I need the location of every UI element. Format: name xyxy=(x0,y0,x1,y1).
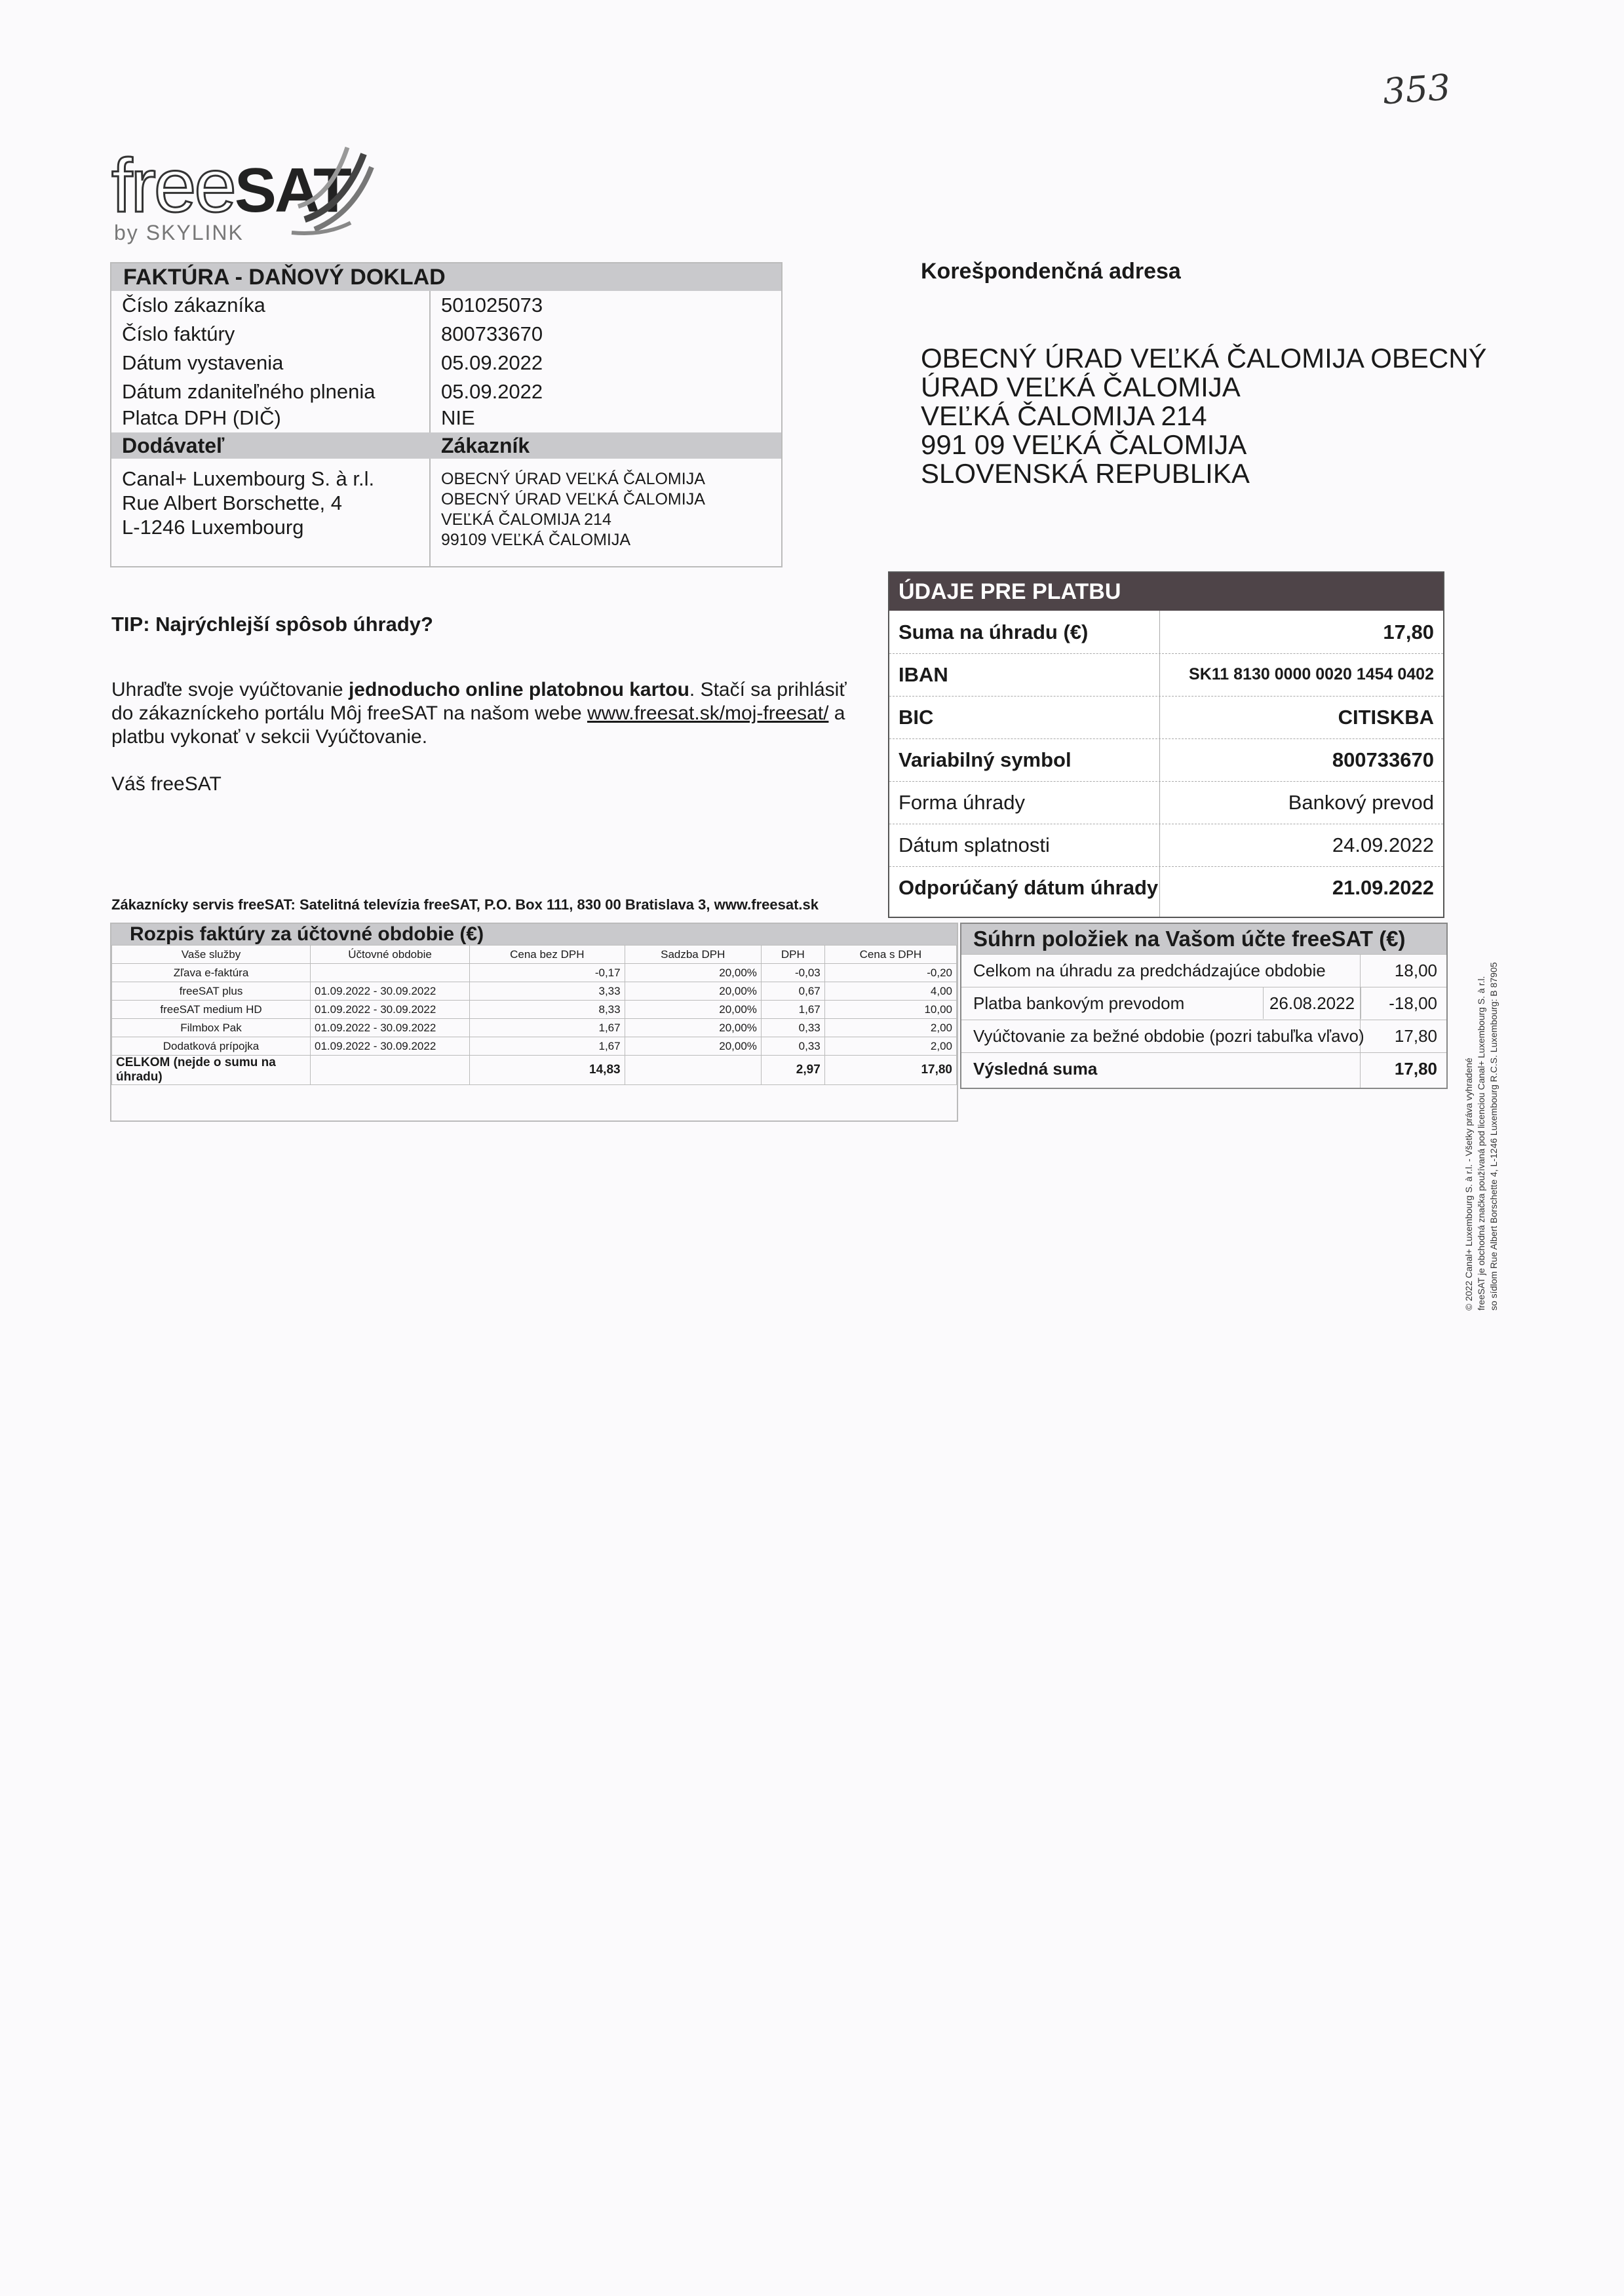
address-line: 991 09 VEĽKÁ ČALOMIJA xyxy=(921,429,1247,460)
invoice-row-value: NIE xyxy=(441,406,475,429)
tip-signature: Váš freeSAT xyxy=(111,773,222,795)
invoice-row xyxy=(111,404,781,432)
summary-value: 18,00 xyxy=(1394,961,1437,980)
customer-service-line: Zákaznícky servis freeSAT: Satelitná televízia freeSAT, P.O. Box 111, 830 00 Bratislava 3, www.freesat.sk xyxy=(111,896,819,913)
tip-heading: TIP: Najrýchlejší spôsob úhrady? xyxy=(111,613,433,636)
payment-value: SK11 8130 0000 0020 1454 0402 xyxy=(1189,665,1434,683)
cell: CELKOM (nejde o sumu na úhradu) xyxy=(112,1056,311,1085)
payment-value: 24.09.2022 xyxy=(1332,833,1434,856)
invoice-row-label: Dátum vystavenia xyxy=(122,351,284,374)
freesat-logo xyxy=(111,143,374,246)
summary-title: Súhrn položiek na Vašom účte freeSAT (€) xyxy=(961,924,1446,954)
payment-label: Forma úhrady xyxy=(899,791,1025,814)
cell: -0,17 xyxy=(470,964,625,982)
logo-word-free: free xyxy=(111,143,235,228)
invoice-row xyxy=(111,291,781,320)
account-summary-box xyxy=(960,923,1448,1089)
cell: Dodatková prípojka xyxy=(112,1037,311,1056)
payment-value: Bankový prevod xyxy=(1288,791,1434,814)
tip-text: Uhraďte svoje vyúčtovanie xyxy=(111,679,349,700)
payment-row xyxy=(889,611,1443,654)
table-row xyxy=(112,982,957,1001)
summary-date: 26.08.2022 xyxy=(1263,987,1361,1019)
summary-row xyxy=(961,987,1446,1019)
summary-value: 17,80 xyxy=(1394,1026,1437,1046)
payment-value: 17,80 xyxy=(1383,621,1434,643)
logo-byline: by SKYLINK xyxy=(114,221,244,244)
table-row xyxy=(112,1037,957,1056)
cell: 10,00 xyxy=(824,1001,956,1019)
supplier-line: L-1246 Luxembourg xyxy=(122,516,304,539)
cell: freeSAT medium HD xyxy=(112,1001,311,1019)
customer-line: OBECNÝ ÚRAD VEĽKÁ ČALOMIJA xyxy=(441,490,705,508)
cell xyxy=(625,1056,761,1085)
payment-label: Dátum splatnosti xyxy=(899,833,1050,856)
invoice-row-value: 05.09.2022 xyxy=(441,380,543,403)
legal-notice-vertical xyxy=(1463,944,1500,1311)
cell: 1,67 xyxy=(470,1019,625,1037)
invoice-header-table xyxy=(110,262,783,567)
total-row xyxy=(112,1056,957,1085)
customer-line: 99109 VEĽKÁ ČALOMIJA xyxy=(441,531,631,549)
cell xyxy=(311,1056,470,1085)
invoice-row xyxy=(111,377,781,406)
supplier-line: Canal+ Luxembourg S. à r.l. xyxy=(122,467,375,490)
payment-label: Odporúčaný dátum úhrady xyxy=(899,876,1159,899)
cell: -0,20 xyxy=(824,964,956,982)
cell: 01.09.2022 - 30.09.2022 xyxy=(311,982,470,1001)
cell: 2,00 xyxy=(824,1037,956,1056)
cell: 20,00% xyxy=(625,982,761,1001)
summary-label: Výsledná suma xyxy=(973,1059,1098,1079)
breakdown-header-row xyxy=(112,946,957,964)
table-row xyxy=(112,1019,957,1037)
satellite-swirl-icon xyxy=(285,141,377,239)
payment-label: Suma na úhradu (€) xyxy=(899,621,1089,643)
payment-details-box xyxy=(888,571,1444,918)
supplier-label: Dodávateľ xyxy=(122,434,225,457)
summary-label: Celkom na úhradu za predchádzajúce obdobie xyxy=(973,961,1326,980)
cell: 0,33 xyxy=(761,1019,824,1037)
cell: 20,00% xyxy=(625,1001,761,1019)
col-header: Účtovné obdobie xyxy=(311,946,470,964)
invoice-row-label: Dátum zdaniteľného plnenia xyxy=(122,380,376,403)
cell: 2,97 xyxy=(761,1056,824,1085)
payment-value: CITISKBA xyxy=(1338,706,1434,729)
summary-row xyxy=(961,954,1446,986)
party-header-bar xyxy=(111,432,781,459)
cell: 17,80 xyxy=(824,1056,956,1085)
logo-word-sat: SAT xyxy=(234,155,350,225)
address-line: ÚRAD VEĽKÁ ČALOMIJA xyxy=(921,372,1241,402)
customer-line: OBECNÝ ÚRAD VEĽKÁ ČALOMIJA xyxy=(441,470,705,488)
customer-label: Zákazník xyxy=(441,434,530,457)
col-header: Vaše služby xyxy=(112,946,311,964)
cell: 01.09.2022 - 30.09.2022 xyxy=(311,1001,470,1019)
portal-link[interactable]: www.freesat.sk/moj-freesat/ xyxy=(587,702,829,724)
summary-label: Platba bankovým prevodom xyxy=(973,993,1185,1013)
col-header: Cena bez DPH xyxy=(470,946,625,964)
invoice-row-label: Číslo faktúry xyxy=(122,322,235,345)
payment-row xyxy=(889,738,1443,782)
payment-label: IBAN xyxy=(899,663,948,686)
tip-text: . Stačí sa prihlásiť do zákazníckeho portálu Môj freeSAT na našom webe xyxy=(111,679,847,724)
cell: 01.09.2022 - 30.09.2022 xyxy=(311,1037,470,1056)
payment-row xyxy=(889,696,1443,739)
correspondence-label: Korešpondenčná adresa xyxy=(921,259,1181,284)
summary-value: -18,00 xyxy=(1389,993,1437,1013)
cell: 0,67 xyxy=(761,982,824,1001)
summary-row xyxy=(961,1020,1446,1052)
invoice-row-label: Platca DPH (DIČ) xyxy=(122,406,281,429)
cell: freeSAT plus xyxy=(112,982,311,1001)
cell: -0,03 xyxy=(761,964,824,982)
table-row xyxy=(112,1001,957,1019)
cell: Filmbox Pak xyxy=(112,1019,311,1037)
cell: 2,00 xyxy=(824,1019,956,1037)
payment-row xyxy=(889,824,1443,867)
address-line: OBECNÝ ÚRAD VEĽKÁ ČALOMIJA OBECNÝ xyxy=(921,343,1487,373)
cell: 8,33 xyxy=(470,1001,625,1019)
cell: Zľava e-faktúra xyxy=(112,964,311,982)
handwritten-page-number: 353 xyxy=(1381,66,1452,113)
cell: 20,00% xyxy=(625,1037,761,1056)
customer-line: VEĽKÁ ČALOMIJA 214 xyxy=(441,510,611,529)
invoice-row-value: 501025073 xyxy=(441,294,543,316)
address-line: SLOVENSKÁ REPUBLIKA xyxy=(921,458,1250,489)
address-line: VEĽKÁ ČALOMIJA 214 xyxy=(921,400,1207,431)
payment-row xyxy=(889,866,1443,909)
cell: 1,67 xyxy=(761,1001,824,1019)
invoice-row-value: 05.09.2022 xyxy=(441,351,543,374)
invoice-breakdown-table xyxy=(110,923,958,1122)
payment-title: ÚDAJE PRE PLATBU xyxy=(889,573,1443,611)
supplier-line: Rue Albert Borschette, 4 xyxy=(122,491,343,514)
cell: 0,33 xyxy=(761,1037,824,1056)
cell: 01.09.2022 - 30.09.2022 xyxy=(311,1019,470,1037)
cell: 20,00% xyxy=(625,964,761,982)
tip-text-bold: jednoducho online platobnou kartou xyxy=(348,679,689,700)
tip-text: a platbu vykonať v sekcii Vyúčtovanie. xyxy=(111,702,845,748)
payment-row xyxy=(889,781,1443,824)
summary-value: 17,80 xyxy=(1394,1059,1437,1079)
invoice-row-label: Číslo zákazníka xyxy=(122,294,265,316)
correspondence-address xyxy=(921,344,1487,488)
payment-value: 800733670 xyxy=(1332,748,1434,771)
col-header: Sadzba DPH xyxy=(625,946,761,964)
summary-row xyxy=(961,1052,1446,1084)
col-header: DPH xyxy=(761,946,824,964)
invoice-row xyxy=(111,349,781,377)
legal-line: © 2022 Canal+ Luxembourg S. à r.l. - Všetky práva vyhradené xyxy=(1463,1058,1474,1311)
payment-label: BIC xyxy=(899,706,934,729)
tip-paragraph xyxy=(111,678,859,749)
invoice-row xyxy=(111,320,781,349)
table-row xyxy=(112,964,957,982)
cell: 20,00% xyxy=(625,1019,761,1037)
payment-row xyxy=(889,653,1443,697)
col-header: Cena s DPH xyxy=(824,946,956,964)
cell: 14,83 xyxy=(470,1056,625,1085)
supplier-address xyxy=(122,467,374,539)
invoice-row-value: 800733670 xyxy=(441,322,543,345)
payment-value: 21.09.2022 xyxy=(1332,876,1434,899)
cell: 1,67 xyxy=(470,1037,625,1056)
breakdown-title: Rozpis faktúry za účtovné obdobie (€) xyxy=(111,924,957,945)
legal-line: freeSAT je obchodná značka používaná pod licenciou Canal+ Luxembourg S. à r.l. xyxy=(1476,976,1486,1311)
summary-label: Vyúčtovanie za bežné obdobie (pozri tabuľka vľavo) xyxy=(973,1026,1364,1046)
payment-label: Variabilný symbol xyxy=(899,748,1072,771)
invoice-title: FAKTÚRA - DAŇOVÝ DOKLAD xyxy=(111,263,781,291)
cell xyxy=(311,964,470,982)
cell: 3,33 xyxy=(470,982,625,1001)
legal-line: so sídlom Rue Albert Borschette 4, L-1246 Luxembourg R.C.S. Luxembourg: B 87905 xyxy=(1488,962,1499,1311)
customer-address xyxy=(441,469,705,550)
cell: 4,00 xyxy=(824,982,956,1001)
